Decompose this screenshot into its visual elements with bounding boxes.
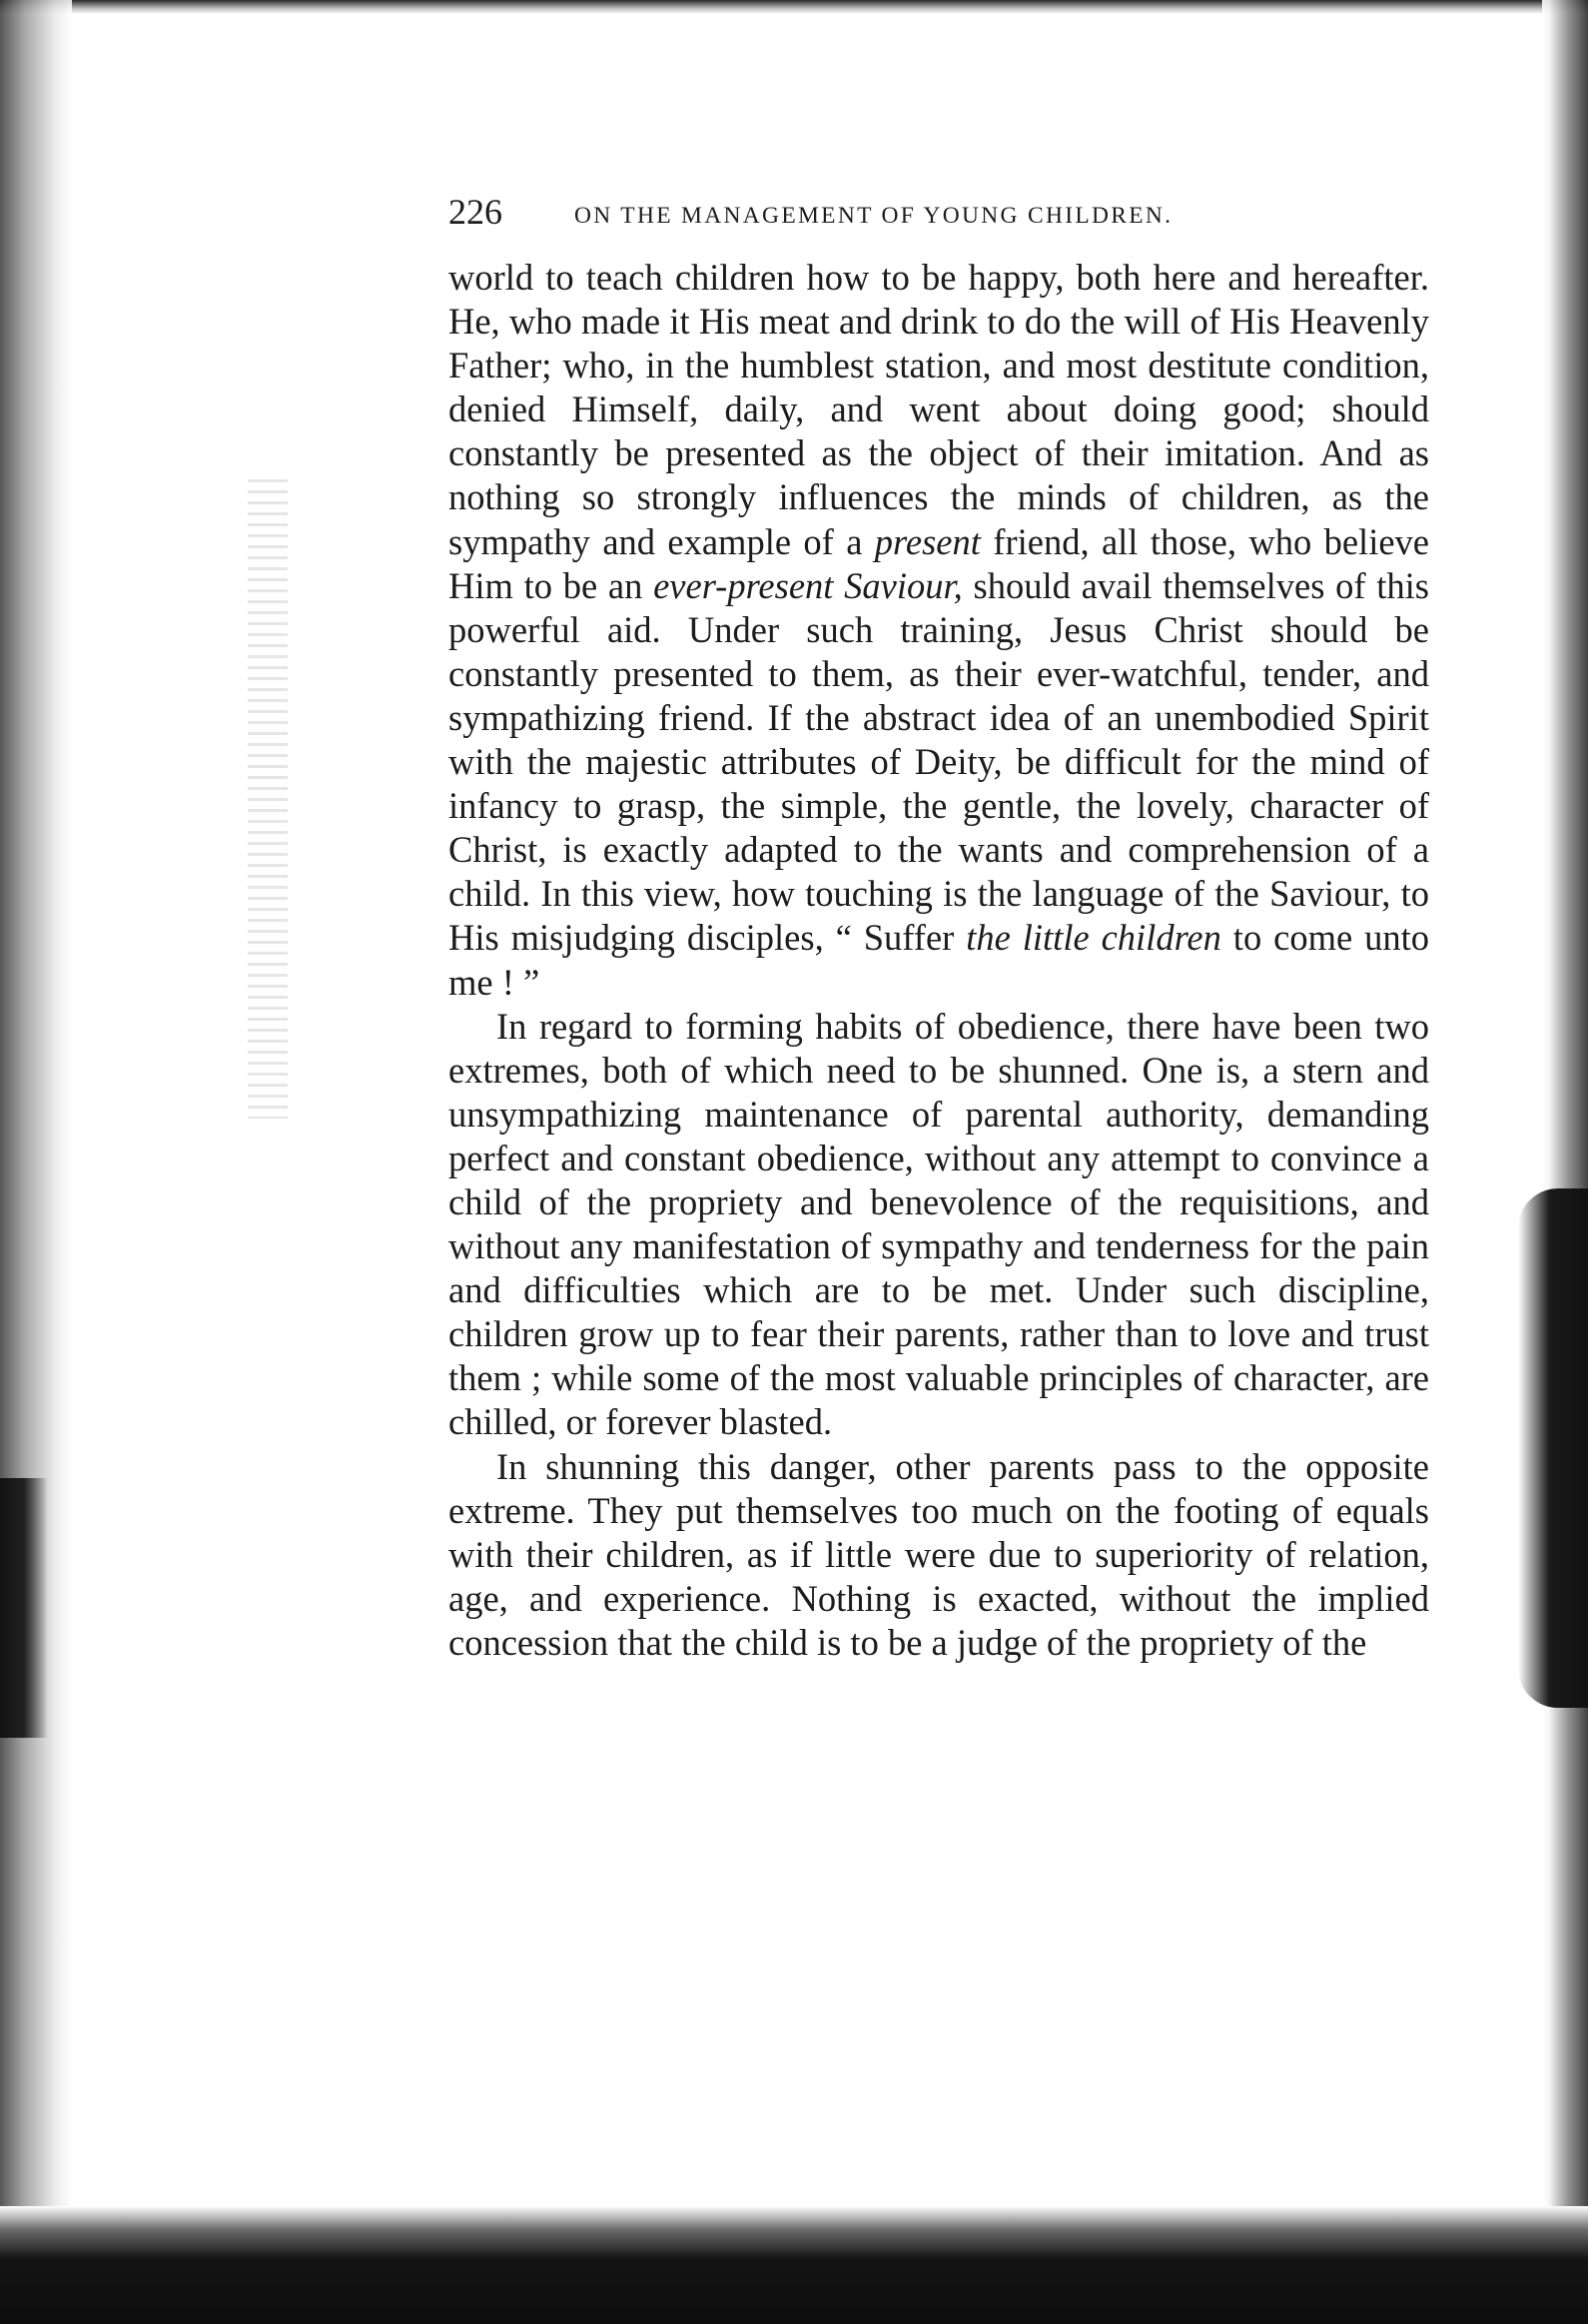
text-run: In shunning this danger, other parents pass to the opposite extreme. They put themselves too much on the footing of equals with their children, as if little were due to superiority of relation, age, and experience. Nothing is exacted, without the implied concession that the child is to be a judge of the propriety of the <box>448 1445 1429 1663</box>
scan-edge-bottom <box>0 2206 1588 2324</box>
scan-shadow-left <box>0 1478 48 1738</box>
body-text <box>448 256 1429 1665</box>
scan-edge-left <box>0 0 72 2324</box>
italic-run: ever-present Saviour, <box>653 564 963 606</box>
scan-shadow-right <box>1518 1188 1588 1708</box>
book-page <box>448 186 1429 1665</box>
text-run: to come unto me ! ” <box>448 917 1429 1003</box>
page-number: 226 <box>448 192 502 232</box>
text-run: In regard to forming habits of obedience, there have been two extremes, both of which need to be shunned. One is, a stern and unsympathizing maintenance of parental authority, demanding perfect and constant obedience, without any attempt to convince a child of the propriety and benevolence of the requisitions, and without any manifestation of sympathy and tenderness for the pain and difficulties which are to be met. Under such discipline, children grow up to fear their parents, rather than to love and trust them ; while some of the most valuable principles of character, are chilled, or forever blasted. <box>448 1005 1429 1443</box>
paragraph-1 <box>448 256 1429 1005</box>
text-run: world to teach children how to be happy, both here and hereafter. He, who made it His meat and drink to do the will of His Heavenly Father; who, in the humblest station, and most destitute condition, denied Himself, daily, and went about doing good; should constantly be presented as the object of their imitation. And as nothing so strongly influences the minds of children, as the sympathy and example of a <box>448 257 1429 562</box>
scan-edge-top <box>0 0 1588 14</box>
italic-run: present <box>874 520 981 562</box>
running-title: ON THE MANAGEMENT OF YOUNG CHILDREN. <box>574 203 1174 229</box>
text-run: friend, all those, who believe Him to be an <box>448 520 1429 606</box>
bleed-through-marks <box>248 479 288 1119</box>
paragraph-2 <box>448 1005 1429 1445</box>
text-run: should avail themselves of this powerful aid. Under such training, Jesus Christ should be constantly presented to them, as their ever-watchful, tender, and sympathizing friend. If the abstract idea of an unembodied Spirit with the majestic attributes of Deity, be difficult for the mind of infancy to grasp, the simple, the gentle, the lovely, character of Christ, is exactly adapted to the wants and comprehension of a child. In this view, how touching is the language of the Saviour, to His misjudging disciples, “ Suffer <box>448 564 1430 959</box>
italic-run: the little children <box>966 917 1221 959</box>
running-head <box>448 186 1429 238</box>
paragraph-3 <box>448 1445 1429 1665</box>
scan-edge-right <box>1542 0 1588 2324</box>
